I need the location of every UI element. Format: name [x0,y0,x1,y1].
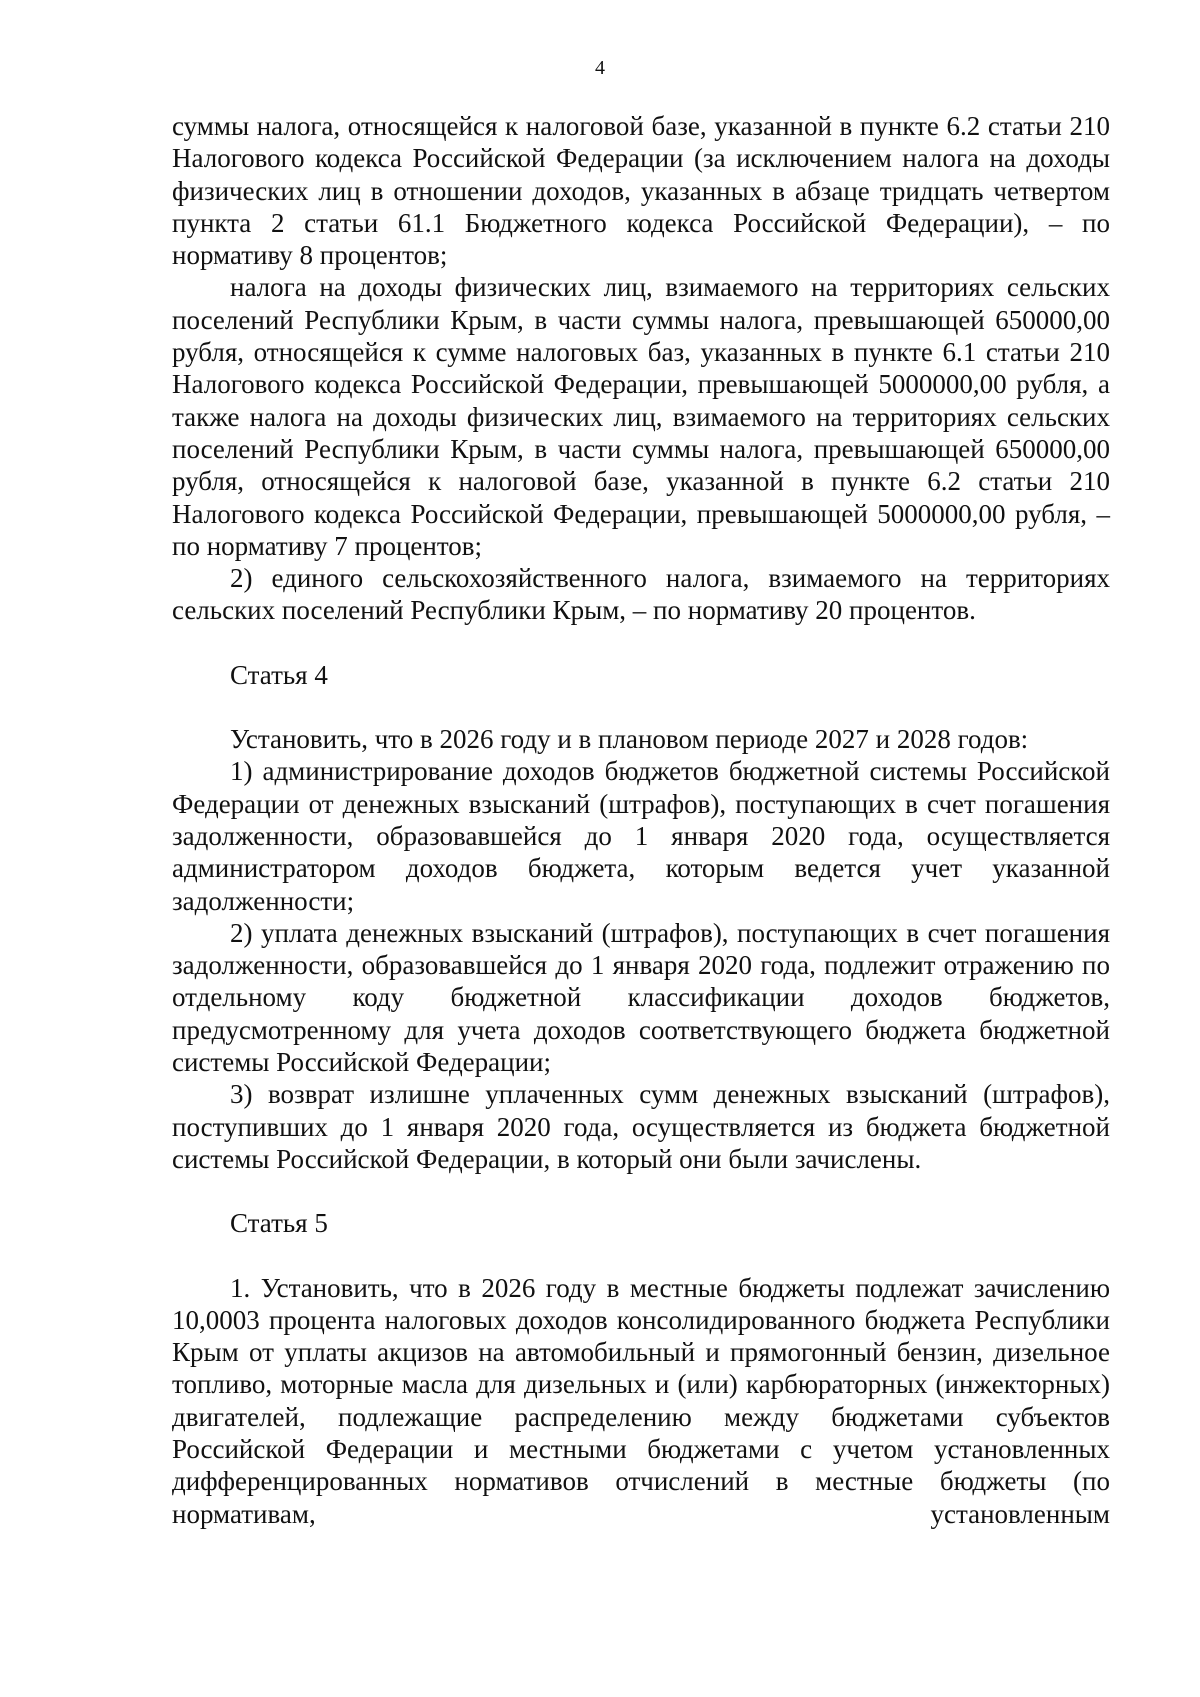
paragraph-article-5-item-1: 1. Установить, что в 2026 году в местные бюджеты подлежат зачислению 10,0003 процента налоговых доходов консолидированного бюджета Республики Крым от уплаты акцизов на автомобильный и прямогонный бензин, дизельное топливо, моторные масла для дизельных и (или) карбюраторных (инжекторных) двигателей, подлежащие распределению между бюджетами субъектов Российской Федерации и местными бюджетами с учетом установленных дифференцированных нормативов отчислений в местные бюджеты (по нормативам, установленным [172,1272,1110,1529]
article-4-heading: Статья 4 [230,659,328,690]
paragraph-article-4-item-3: 3) возврат излишне уплаченных сумм денежных взысканий (штрафов), поступивших до 1 января 2020 года, осуществляется из бюджета бюджетной системы Российской Федерации, в который они были зачислены. [172,1079,1110,1174]
spacer [172,691,1110,723]
paragraph-esxn: 2) единого сельскохозяйственного налога, взимаемого на территориях сельских поселений Республики Крым, – по нормативу 20 процентов. [172,563,1110,626]
paragraph-ndfl-rural: налога на доходы физических лиц, взимаемого на территориях сельских поселений Республики Крым, в части суммы налога, превышающей 650000,00 рубля, относящейся к сумме налоговых баз, указанных в пункте 6.1 статьи 210 Налогового кодекса Российской Федерации, превышающей 5000000,00 рубля, а также налога на доходы физических лиц, взимаемого на территориях сельских поселений Республики Крым, в части суммы налога, превышающей 650000,00 рубля, относящейся к налоговой базе, указанной в пункте 6.2 статьи 210 Налогового кодекса Российской Федерации, превышающей 5000000,00 рубля, – по нормативу 7 процентов; [172,272,1110,561]
paragraph-continuation: суммы налога, относящейся к налоговой базе, указанной в пункте 6.2 статьи 210 Налогового кодекса Российской Федерации (за исключением налога на доходы физических лиц в отношении доходов, указанных в абзаце тридцать четвертом пункта 2 статьи 61.1 Бюджетного кодекса Российской Федерации), – по нормативу 8 процентов; [172,111,1110,271]
paragraph-article-4-item-1: 1) администрирование доходов бюджетов бюджетной системы Российской Федерации от денежных взысканий (штрафов), поступающих в счет погашения задолженности, образовавшейся до 1 января 2020 года, осуществляется администратором доходов бюджета, которым ведется учет указанной задолженности; [172,756,1110,916]
spacer [172,627,1110,659]
page-number: 4 [595,57,605,79]
spacer [172,1240,1110,1272]
paragraph-article-4-item-2: 2) уплата денежных взысканий (штрафов), поступающих в счет погашения задолженности, образовавшейся до 1 января 2020 года, подлежит отражению по отдельному коду бюджетной классификации доходов бюджетов, предусмотренному для учета доходов соответствующего бюджета бюджетной системы Российской Федерации; [172,917,1110,1078]
spacer [172,1175,1110,1207]
article-5-heading: Статья 5 [230,1208,328,1239]
paragraph-article-4-intro: Установить, что в 2026 году и в плановом периоде 2027 и 2028 годов: [230,724,1029,755]
document-body [172,110,1110,1530]
